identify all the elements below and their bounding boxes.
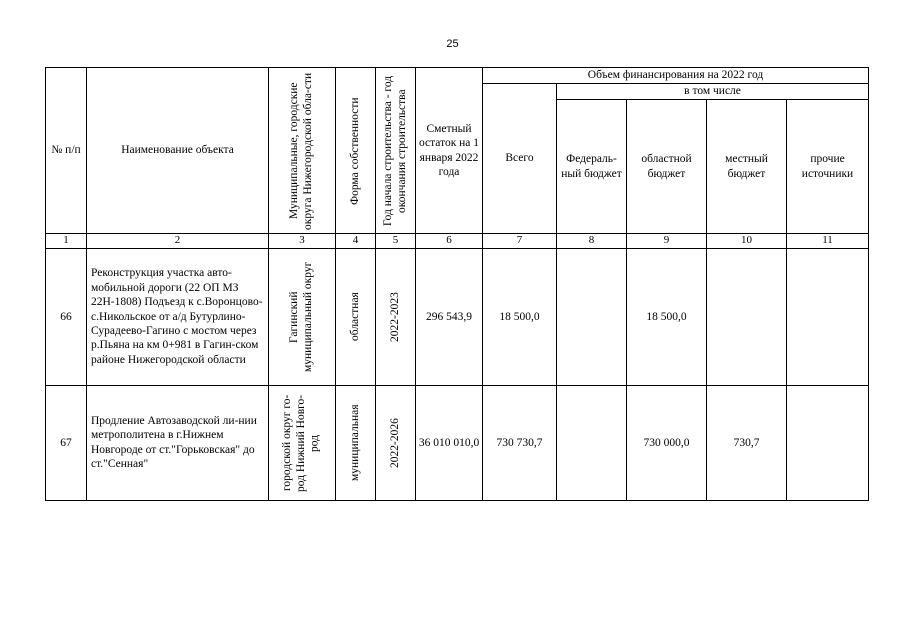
years-cell xyxy=(376,385,416,500)
header-years-text: Год начала строительства - год окончания строительства xyxy=(381,75,408,226)
years-cell xyxy=(376,248,416,385)
years-text: 2022-2026 xyxy=(388,417,401,468)
total-value: 730 730,7 xyxy=(483,385,557,500)
ownership-text: областная xyxy=(348,292,361,342)
remainder-value: 296 543,9 xyxy=(416,248,483,385)
column-number: 2 xyxy=(87,234,269,249)
object-name: Реконструкция участка авто-мобильной дороги (22 ОП МЗ 22Н-1808) Подъезд к с.Воронцово-с.Никольское от а/д Бутурлино-Сурадеево-Гагино с мостом через р.Пьяна на км 0+981 в Гагин-ском районе Нижегородской области xyxy=(87,248,269,385)
header-other: прочие источники xyxy=(787,100,869,234)
column-number: 7 xyxy=(483,234,557,249)
header-object-name: Наименование объекта xyxy=(87,68,269,234)
row-number: 67 xyxy=(46,385,87,500)
district-cell xyxy=(269,385,336,500)
page-number: 25 xyxy=(446,38,459,50)
ownership-text: муниципальная xyxy=(348,404,361,482)
total-value: 18 500,0 xyxy=(483,248,557,385)
federal-value xyxy=(557,248,627,385)
remainder-value: 36 010 010,0 xyxy=(416,385,483,500)
column-number: 11 xyxy=(787,234,869,249)
column-number-row xyxy=(46,234,869,249)
object-name: Продление Автозаводской ли-нии метрополитена в г.Нижнем Новгороде от ст."Горьковская" до ст."Сенная" xyxy=(87,385,269,500)
local-value xyxy=(707,248,787,385)
header-including: в том числе xyxy=(557,84,869,100)
column-number: 9 xyxy=(627,234,707,249)
local-value: 730,7 xyxy=(707,385,787,500)
column-number: 4 xyxy=(336,234,376,249)
district-text: Гагинский муниципальный округ xyxy=(288,261,314,372)
header-district xyxy=(269,68,336,234)
header-federal: Федераль-ный бюджет xyxy=(557,100,627,234)
header-district-text: Муниципальные, городские округа Нижегородской обла-сти xyxy=(288,71,314,230)
column-number: 10 xyxy=(707,234,787,249)
column-number: 8 xyxy=(557,234,627,249)
ownership-cell xyxy=(336,248,376,385)
column-number: 1 xyxy=(46,234,87,249)
header-years xyxy=(376,68,416,234)
other-value xyxy=(787,385,869,500)
other-value xyxy=(787,248,869,385)
district-text: городской округ го-род Нижний Новго-род xyxy=(281,394,321,492)
years-text: 2022-2023 xyxy=(388,291,401,342)
header-ownership xyxy=(336,68,376,234)
header-local: местный бюджет xyxy=(707,100,787,234)
ownership-cell xyxy=(336,385,376,500)
regional-value: 730 000,0 xyxy=(627,385,707,500)
table-row xyxy=(46,385,869,500)
header-row-number: № п/п xyxy=(46,68,87,234)
column-number: 3 xyxy=(269,234,336,249)
column-number: 5 xyxy=(376,234,416,249)
federal-value xyxy=(557,385,627,500)
financing-table xyxy=(45,67,869,501)
header-remainder: Сметный остаток на 1 января 2022 года xyxy=(416,68,483,234)
header-total: Всего xyxy=(483,84,557,234)
regional-value: 18 500,0 xyxy=(627,248,707,385)
header-ownership-text: Форма собственности xyxy=(348,96,361,205)
header-regional: областной бюджет xyxy=(627,100,707,234)
table-row xyxy=(46,248,869,385)
column-number: 6 xyxy=(416,234,483,249)
district-cell xyxy=(269,248,336,385)
header-financing-title: Объем финансирования на 2022 год xyxy=(483,68,869,84)
row-number: 66 xyxy=(46,248,87,385)
